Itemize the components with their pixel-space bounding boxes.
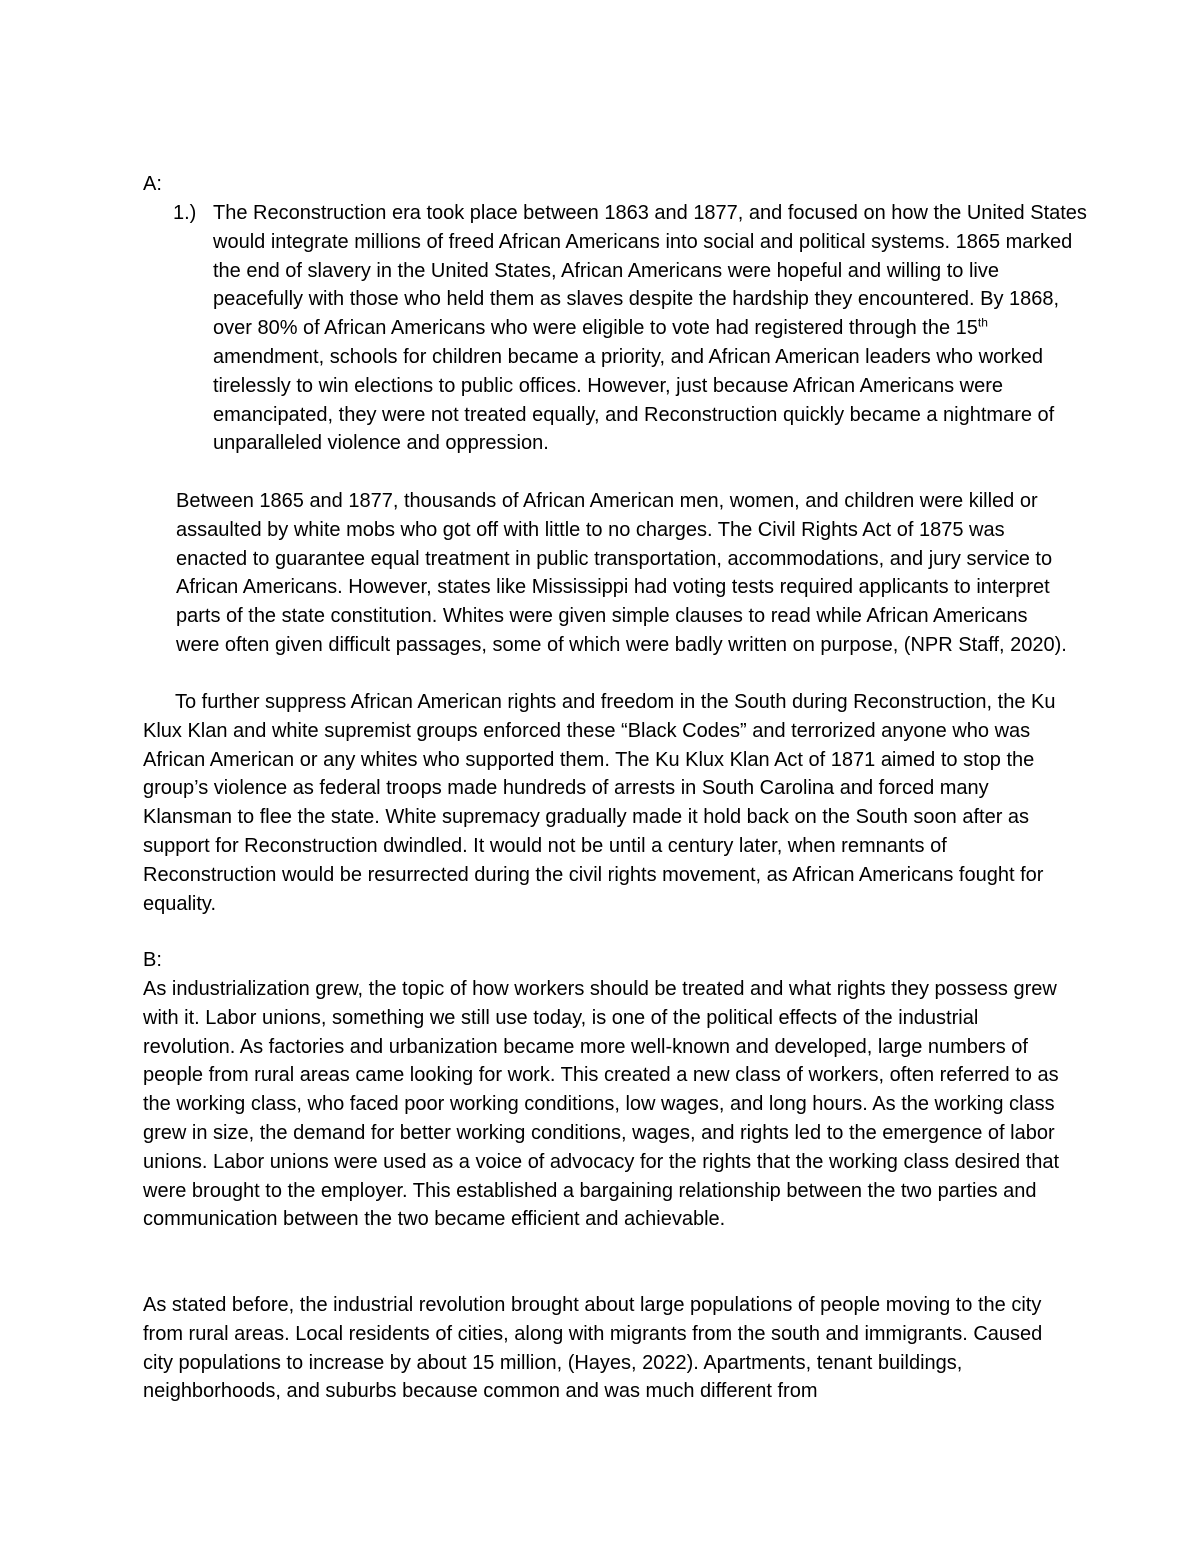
section-a-heading: A: — [143, 173, 162, 195]
section-a-paragraph-1: Between 1865 and 1877, thousands of African American men, women, and children were killed or assaulted by white mobs who got off with little to no charges. The Civil Rights Act of 1875 was enacted to guarantee equal treatment in public transportation, accommodations, and jury service to African Americans. However, states like Mississippi had voting tests required applicants to interpret parts of the state constitution. Whites were given simple clauses to read while African Americans were often given difficult passages, some of which were badly written on purpose, (NPR Staff, 2020). — [176, 490, 1067, 656]
ordinal-superscript: th — [977, 315, 988, 330]
list-item-marker: 1.) — [173, 202, 197, 224]
section-b-paragraph-1: As industrialization grew, the topic of how workers should be treated and what rights they possess grew with it. Labor unions, something we still use today, is one of the political effects of the industrial revolution. As factories and urbanization became more well-known and developed, large numbers of people from rural areas came looking for work. This created a new class of workers, often referred to as the working class, who faced poor working conditions, low wages, and long hours. As the working class grew in size, the demand for better working conditions, wages, and rights led to the emergence of labor unions. Labor unions were used as a voice of advocacy for the rights that the working class desired that were brought to the employer. This established a bargaining relationship between the two parties and communication between the two became efficient and achievable. — [143, 978, 1060, 1231]
list-item-text — [213, 199, 1093, 458]
section-a-paragraph-2: To further suppress African American rights and freedom in the South during Reconstruction, the Ku Klux Klan and white supremist groups enforced these “Black Codes” and terrorized anyone who was African American or any whites who supported them. The Ku Klux Klan Act of 1871 aimed to stop the group’s violence as federal troops made hundreds of arrests in South Carolina and forced many Klansman to flee the state. White supremacy gradually made it hold back on the South soon after as support for Reconstruction dwindled. It would not be until a century later, when remnants of Reconstruction would be resurrected during the civil rights movement, as African Americans fought for equality. — [143, 691, 1056, 915]
list-item-text-part-1: The Reconstruction era took place between 1863 and 1877, and focused on how the United States would integrate millions of freed African Americans into social and political systems. 1865 marked the end of slavery in the United States, African Americans were hopeful and willing to live peacefully with those who held them as slaves despite the hardship they encountered. By 1868, over 80% of African Americans who were eligible to vote had registered through the 15 — [213, 202, 1087, 340]
list-item-text-part-2: amendment, schools for children became a priority, and African American leaders who worked tirelessly to win elections to public offices. However, just because African Americans were emancipated, they were not treated equally, and Reconstruction quickly became a nightmare of unparalleled violence and oppression. — [213, 345, 1055, 455]
section-a-list-item — [173, 199, 1093, 458]
section-b-heading: B: — [143, 949, 162, 971]
section-b-paragraph-2: As stated before, the industrial revolution brought about large populations of people moving to the city from rural areas. Local residents of cities, along with migrants from the south and immigrants. Caused city populations to increase by about 15 million, (Hayes, 2022). Apartments, tenant buildings, neighborhoods, and suburbs because common and was much different from — [143, 1294, 1043, 1403]
